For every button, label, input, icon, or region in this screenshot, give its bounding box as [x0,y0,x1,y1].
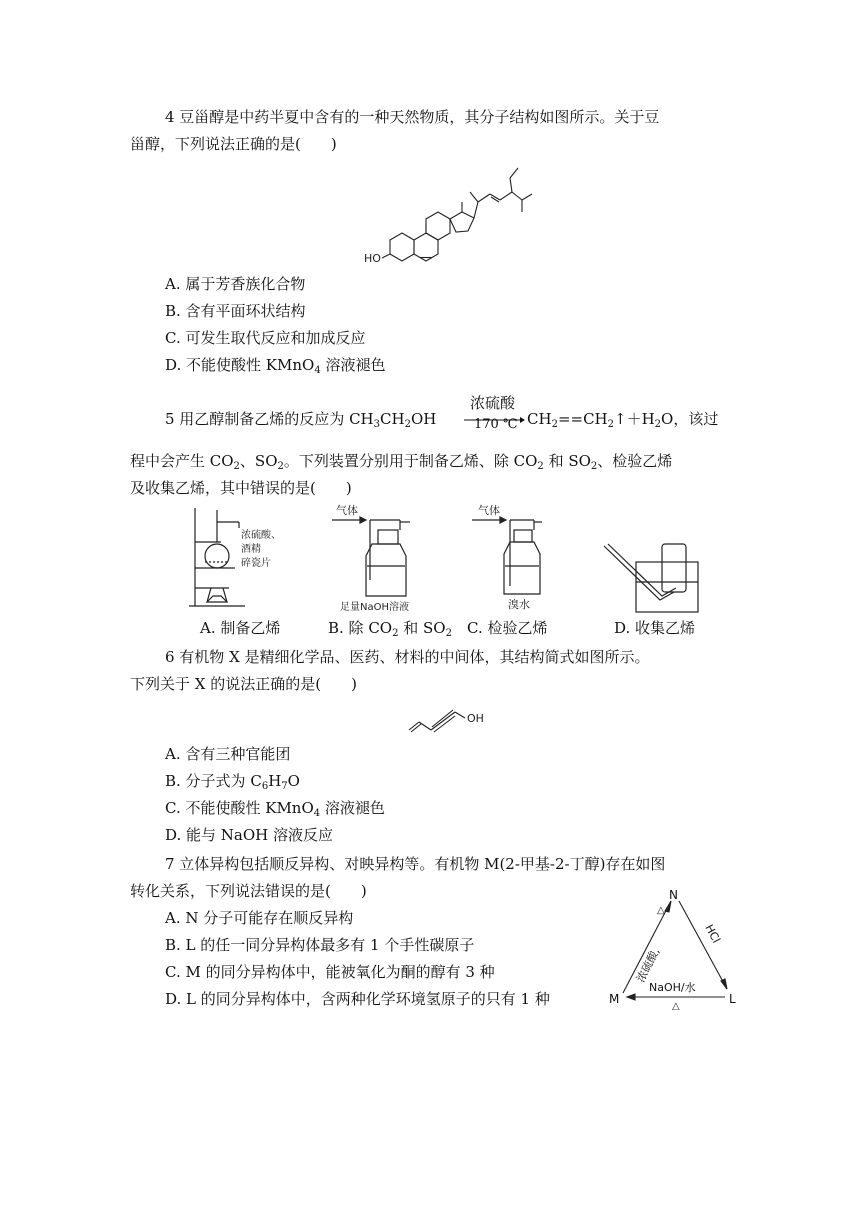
apparatus-a-label-chips: 碎瓷片 [241,558,271,569]
q4-option-b: B. 含有平面环状结构 [165,302,306,320]
caption-c: C. 检验乙烯 [467,619,548,637]
apparatus-a-label-acid: 浓硫酸、 [241,530,281,541]
q7-option-c: C. M 的同分异构体中，能被氧化为酮的醇有 3 种 [165,963,495,981]
q5-stem-line2: 程中会产生 $CO_2$、$SO_2$。下列装置分别用于制备乙烯、除 $CO_2$ 和 $SO_2$、检验乙烯 [130,452,673,472]
apparatus-b-gas-label: 气体 [336,504,358,517]
q4-option-d: D. 不能使酸性 KMnO$_4$ 溶液褪色 [165,356,386,376]
q4-stem-line2: 甾醇，下列说法正确的是( ) [130,135,337,153]
apparatus-b-naoh-bottle [330,500,440,612]
stigmasterol-structure [360,160,540,270]
q4-option-a: A. 属于芳香族化合物 [165,275,306,293]
q4-stem-line1: 4 豆甾醇是中药半夏中含有的一种天然物质，其分子结构如图所示。关于豆 [165,108,660,126]
q5-arrow-condition-top: 浓硫酸 [470,394,516,412]
hydroxyl-label: HO [364,252,381,265]
q5-stem-line3: 及收集乙烯，其中错误的是( ) [130,479,352,497]
apparatus-a-label-alcohol: 酒精 [241,544,261,555]
conversion-triangle-diagram [605,885,745,1010]
q6-option-c: C. 不能使酸性 KMnO$_4$ 溶液褪色 [165,799,385,819]
edge-left-label: 浓硫酸, [634,945,663,985]
compound-x-structure [405,698,495,738]
edge-bottom-label: NaOH/水 [649,981,696,994]
apparatus-c-gas-label: 气体 [478,504,500,517]
heat-symbol-left: △ [657,905,665,916]
edge-right-label: HCl [702,922,723,946]
compound-x-hydroxyl: OH [467,712,484,725]
apparatus-c-bromine-bottle [470,500,570,612]
q6-stem-line2: 下列关于 X 的说法正确的是( ) [130,675,357,693]
caption-a: A. 制备乙烯 [200,619,281,637]
q5-stem-line1-products: $CH_2==CH_2↑+H_2O$，该过 [527,410,719,430]
q6-option-b: B. 分子式为 $C_6H_7O$ [165,772,300,792]
q7-option-b: B. L 的任一同分异构体最多有 1 个手性碳原子 [165,936,475,954]
apparatus-b-naoh-label: 足量NaOH溶液 [340,602,409,612]
q7-option-d: D. L 的同分异构体中，含两种化学环境氢原子的只有 1 种 [165,990,550,1008]
q7-option-a: A. N 分子可能存在顺反异构 [165,909,354,927]
node-m: M [609,992,620,1006]
heat-symbol-bottom: △ [672,1001,680,1010]
caption-d: D. 收集乙烯 [614,619,696,637]
apparatus-d-water-collection [600,540,720,616]
caption-b: B. 除 $CO_2$ 和 $SO_2$ [328,619,452,639]
q5-arrow-condition-bottom: 170 ℃ [474,417,518,432]
apparatus-c-bromine-label: 溴水 [508,598,530,611]
q5-stem-line1: 5 用乙醇制备乙烯的反应为 $CH_3CH_2OH$ [165,410,437,430]
q4-option-c: C. 可发生取代反应和加成反应 [165,329,366,347]
q7-stem-line2: 转化关系，下列说法错误的是( ) [130,882,367,900]
q6-option-d: D. 能与 NaOH 溶液反应 [165,826,334,844]
q6-option-a: A. 含有三种官能团 [165,745,291,763]
node-l: L [729,992,736,1006]
apparatus-a-ethylene-prep [185,502,295,614]
node-n: N [669,888,678,902]
q6-stem-line1: 6 有机物 X 是精细化学品、医药、材料的中间体，其结构简式如图所示。 [165,648,650,666]
q7-stem-line1: 7 立体异构包括顺反异构、对映异构等。有机物 M(2-甲基-2-丁醇)存在如图 [165,855,666,873]
